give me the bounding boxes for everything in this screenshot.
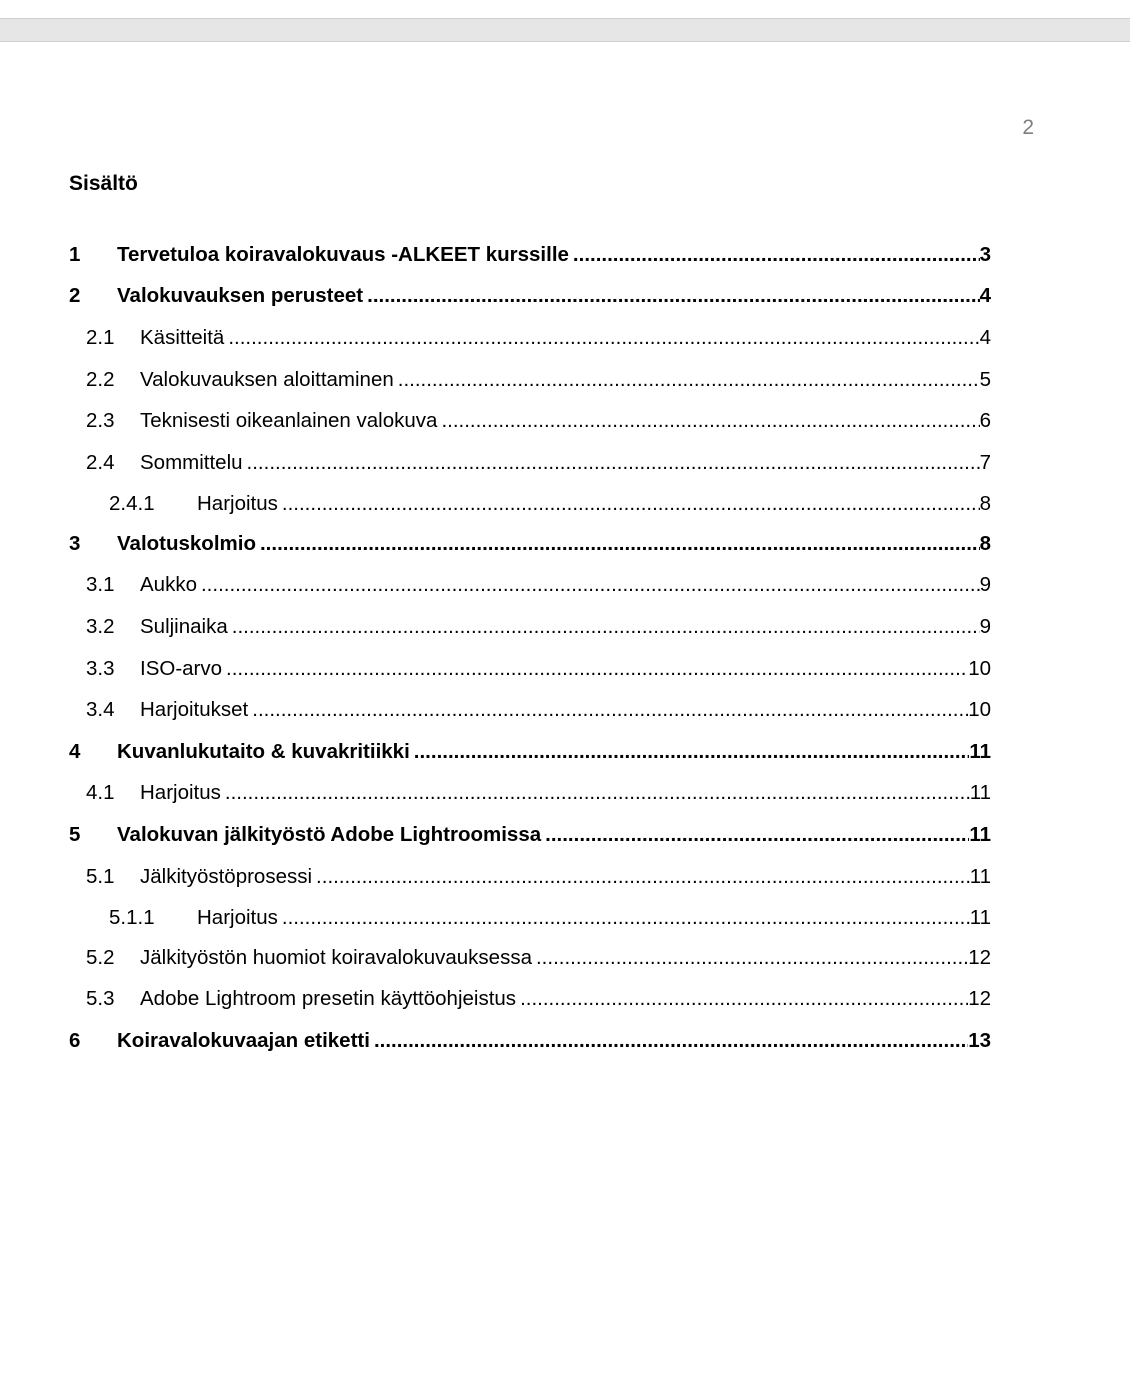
toc-entry[interactable]	[69, 570, 991, 600]
toc-entry-title: Adobe Lightroom presetin käyttöohjeistus	[140, 987, 517, 1010]
toc-entry-page: 6	[979, 409, 991, 432]
toc-entry[interactable]	[69, 281, 991, 311]
toc-dot-leader	[316, 862, 970, 892]
toc-dot-leader	[228, 323, 979, 353]
document-page	[0, 42, 1130, 1390]
toc-dot-leader	[536, 943, 968, 973]
toc-dot-leader	[226, 654, 968, 684]
toc-entry-number: 5.2	[86, 946, 115, 969]
toc-entry-title: Koiravalokuvaajan etiketti	[117, 1029, 370, 1052]
toc-entry-number: 5.1.1	[109, 906, 155, 929]
toc-entry-page: 8	[979, 492, 991, 515]
toc-entry[interactable]	[69, 654, 991, 684]
toc-entry[interactable]	[69, 820, 991, 850]
toc-dot-leader	[398, 365, 980, 395]
toc-entry[interactable]	[69, 984, 991, 1014]
toc-entry[interactable]	[69, 529, 991, 559]
toc-entry-title: Valokuvauksen perusteet	[117, 284, 364, 307]
toc-entry-number: 3.4	[86, 698, 115, 721]
toc-entry-title: Sommittelu	[140, 451, 243, 474]
page-number: 2	[1022, 116, 1034, 139]
toc-dot-leader	[247, 448, 980, 478]
toc-entry-number: 1	[69, 243, 81, 266]
toc-dot-leader	[225, 778, 970, 808]
toc-entry-title: Valokuvauksen aloittaminen	[140, 368, 394, 391]
toc-dot-leader	[441, 406, 979, 436]
toc-entry-page: 11	[969, 740, 991, 763]
toc-entry-number: 2.4.1	[109, 492, 155, 515]
toc-entry-title: ISO-arvo	[140, 657, 223, 680]
toc-entry-title: Tervetuloa koiravalokuvaus -ALKEET kurssille	[117, 243, 569, 266]
toc-entry[interactable]	[69, 862, 991, 892]
toc-entry-number: 5	[69, 823, 81, 846]
toc-entry-number: 2.4	[86, 451, 115, 474]
toc-entry-title: Suljinaika	[140, 615, 228, 638]
toc-entry-title: Harjoitus	[140, 781, 221, 804]
toc-dot-leader	[414, 737, 970, 767]
toc-entry-page: 11	[969, 906, 991, 929]
toc-entry-page: 9	[979, 573, 991, 596]
toc-entry-title: Teknisesti oikeanlainen valokuva	[140, 409, 438, 432]
toc-entry-number: 2.1	[86, 326, 115, 349]
toc-dot-leader	[367, 281, 979, 311]
toc-entry[interactable]	[69, 778, 991, 808]
toc-entry-number: 4	[69, 740, 81, 763]
toc-entry-page: 11	[969, 823, 991, 846]
toc-entry[interactable]	[69, 695, 991, 725]
toc-entry-title: Käsitteitä	[140, 326, 225, 349]
toc-entry-number: 2.2	[86, 368, 115, 391]
toc-entry-page: 13	[968, 1029, 991, 1052]
toc-entry-page: 12	[968, 946, 991, 969]
toc-entry-title: Jälkityöstöprosessi	[140, 865, 313, 888]
toc-entry[interactable]	[69, 489, 991, 519]
toc-entry[interactable]	[69, 448, 991, 478]
toc-entry-page: 12	[968, 987, 991, 1010]
toc-dot-leader	[201, 570, 980, 600]
toc-entry-page: 10	[968, 698, 991, 721]
toc-entry-title: Kuvanlukutaito & kuvakritiikki	[117, 740, 410, 763]
toc-entry-number: 5.3	[86, 987, 115, 1010]
toc-dot-leader	[282, 903, 970, 933]
toc-entry[interactable]	[69, 240, 991, 270]
toc-entry-number: 3.1	[86, 573, 115, 596]
toc-entry-title: Aukko	[140, 573, 197, 596]
toc-entry-number: 3.3	[86, 657, 115, 680]
toc-entry-title: Valokuvan jälkityöstö Adobe Lightroomissa	[117, 823, 542, 846]
toc-entry-number: 2	[69, 284, 81, 307]
toc-dot-leader	[282, 489, 980, 519]
toc-dot-leader	[260, 529, 980, 559]
toc-dot-leader	[232, 612, 980, 642]
toc-entry[interactable]	[69, 943, 991, 973]
toc-entry-page: 7	[979, 451, 991, 474]
toc-entry-title: Valotuskolmio	[117, 532, 256, 555]
ruler-strip	[0, 18, 1130, 42]
toc-entry-page: 8	[979, 532, 991, 555]
toc-entry[interactable]	[69, 365, 991, 395]
toc-dot-leader	[374, 1026, 968, 1056]
toc-entry-page: 11	[969, 865, 991, 888]
toc-entry-number: 4.1	[86, 781, 115, 804]
toc-entry[interactable]	[69, 737, 991, 767]
toc-entry-page: 5	[979, 368, 991, 391]
toc-entry-page: 3	[979, 243, 991, 266]
toc-entry-number: 6	[69, 1029, 81, 1052]
toc-entry-number: 2.3	[86, 409, 115, 432]
toc-entry-title: Harjoitukset	[140, 698, 249, 721]
toc-heading: Sisältö	[69, 172, 138, 195]
toc-dot-leader	[545, 820, 969, 850]
toc-entry[interactable]	[69, 1026, 991, 1056]
toc-entry-number: 3.2	[86, 615, 115, 638]
toc-dot-leader	[520, 984, 968, 1014]
toc-entry-page: 11	[969, 781, 991, 804]
toc-entry-page: 10	[968, 657, 991, 680]
toc-entry[interactable]	[69, 903, 991, 933]
toc-entry-title: Harjoitus	[197, 906, 278, 929]
toc-entry-number: 3	[69, 532, 81, 555]
toc-dot-leader	[252, 695, 968, 725]
toc-entry-page: 4	[979, 284, 991, 307]
toc-entry[interactable]	[69, 323, 991, 353]
toc-entry-page: 9	[979, 615, 991, 638]
toc-entry-number: 5.1	[86, 865, 115, 888]
toc-entry-title: Harjoitus	[197, 492, 278, 515]
toc-entry[interactable]	[69, 406, 991, 436]
toc-entry[interactable]	[69, 612, 991, 642]
toc-entry-page: 4	[979, 326, 991, 349]
toc-entry-title: Jälkityöstön huomiot koiravalokuvauksessa	[140, 946, 532, 969]
toc-dot-leader	[573, 240, 980, 270]
